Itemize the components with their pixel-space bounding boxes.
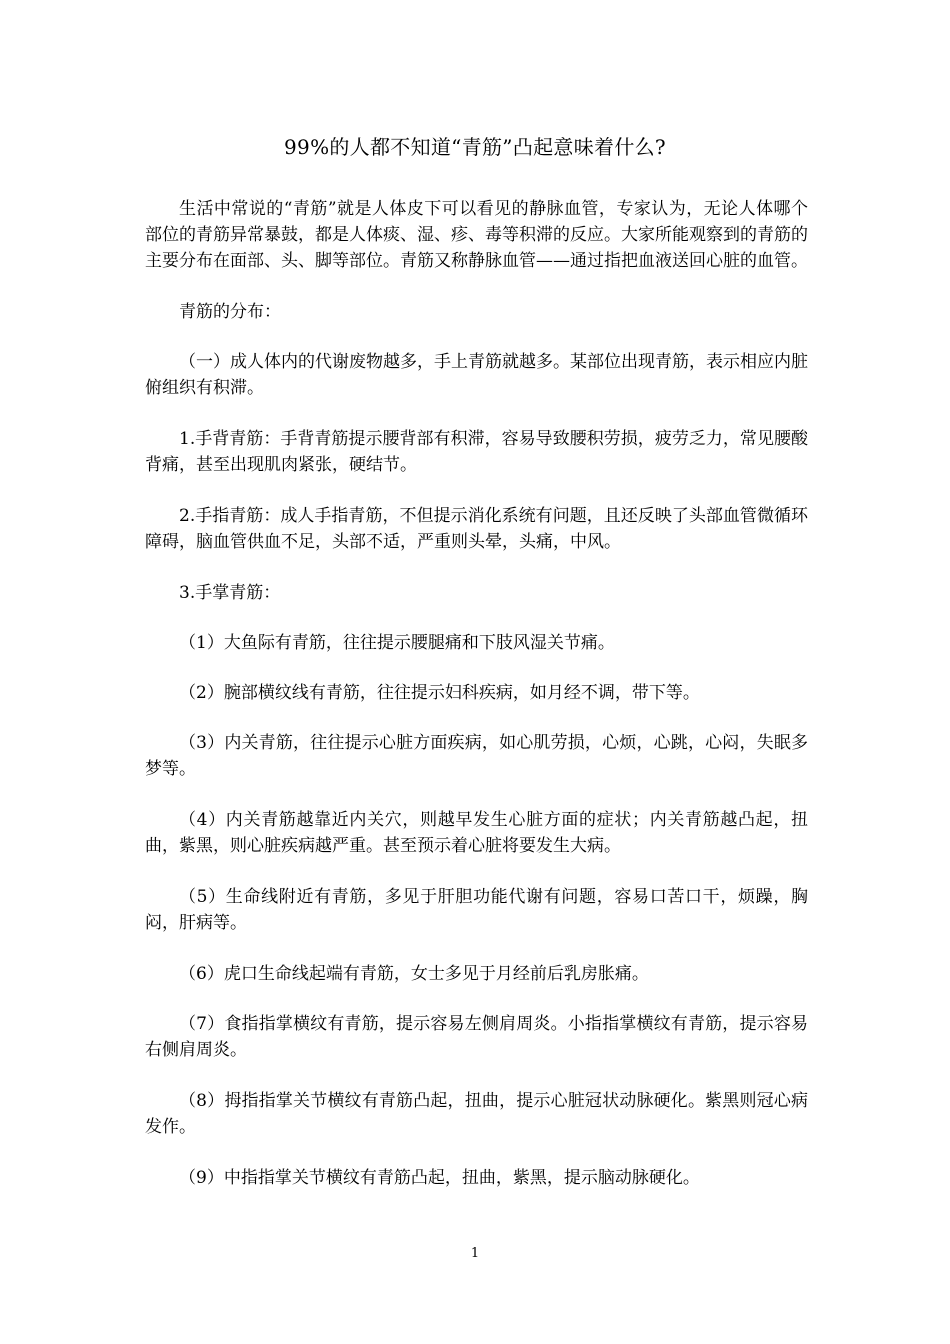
- paragraph-item-3: （3）内关青筋，往往提示心脏方面疾病，如心肌劳损，心烦，心跳，心闷，失眠多梦等。: [145, 733, 808, 779]
- paragraph-section-one: （一）成人体内的代谢废物越多，手上青筋就越多。某部位出现青筋，表示相应内脏俯组织有积滞。: [145, 352, 808, 398]
- paragraph-item-5: （5）生命线附近有青筋，多见于肝胆功能代谢有问题，容易口苦口干，烦躁，胸闷，肝病等。: [145, 887, 808, 933]
- paragraph-palm-heading: 3.手掌青筋：: [179, 583, 281, 603]
- paragraph-item-4: （4）内关青筋越靠近内关穴，则越早发生心脏方面的症状；内关青筋越凸起，扭曲，紫黑，则心脏疾病越严重。甚至预示着心脏将要发生大病。: [145, 810, 808, 856]
- paragraph-finger: 2.手指青筋：成人手指青筋，不但提示消化系统有问题，且还反映了头部血管微循环障碍，脑血管供血不足，头部不适，严重则头晕，头痛，中风。: [145, 506, 808, 552]
- document-body: [145, 196, 808, 1216]
- paragraph-hand-back: 1.手背青筋：手背青筋提示腰背部有积滞，容易导致腰积劳损，疲劳乏力，常见腰酸背痛，甚至出现肌肉紧张，硬结节。: [145, 429, 808, 475]
- page-number: 1: [470, 1246, 480, 1261]
- paragraph-item-9: （9）中指指掌关节横纹有青筋凸起，扭曲，紫黑，提示脑动脉硬化。: [179, 1168, 700, 1188]
- paragraph-item-7: （7）食指指掌横纹有青筋，提示容易左侧肩周炎。小指指掌横纹有青筋，提示容易右侧肩周炎。: [145, 1014, 808, 1060]
- paragraph-item-1: （1）大鱼际有青筋，往往提示腰腿痛和下肢风湿关节痛。: [179, 633, 615, 653]
- paragraph-intro: 生活中常说的“青筋”就是人体皮下可以看见的静脉血管，专家认为，无论人体哪个部位的青筋异常暴鼓，都是人体痰、湿、疹、毒等积滞的反应。大家所能观察到的青筋的主要分布在面部、头、脚等部位。青筋又称静脉血管——通过指把血液送回心脏的血管。: [145, 199, 808, 271]
- paragraph-distribution-heading: 青筋的分布：: [179, 302, 281, 322]
- document-title: 99%的人都不知道“青筋”凸起意味着什么?: [284, 135, 666, 159]
- paragraph-item-8: （8）拇指指掌关节横纹有青筋凸起，扭曲，提示心脏冠状动脉硬化。紫黑则冠心病发作。: [145, 1091, 808, 1137]
- paragraph-item-6: （6）虎口生命线起端有青筋，女士多见于月经前后乳房胀痛。: [179, 964, 649, 984]
- paragraph-item-2: （2）腕部横纹线有青筋，往往提示妇科疾病，如月经不调，带下等。: [179, 683, 700, 703]
